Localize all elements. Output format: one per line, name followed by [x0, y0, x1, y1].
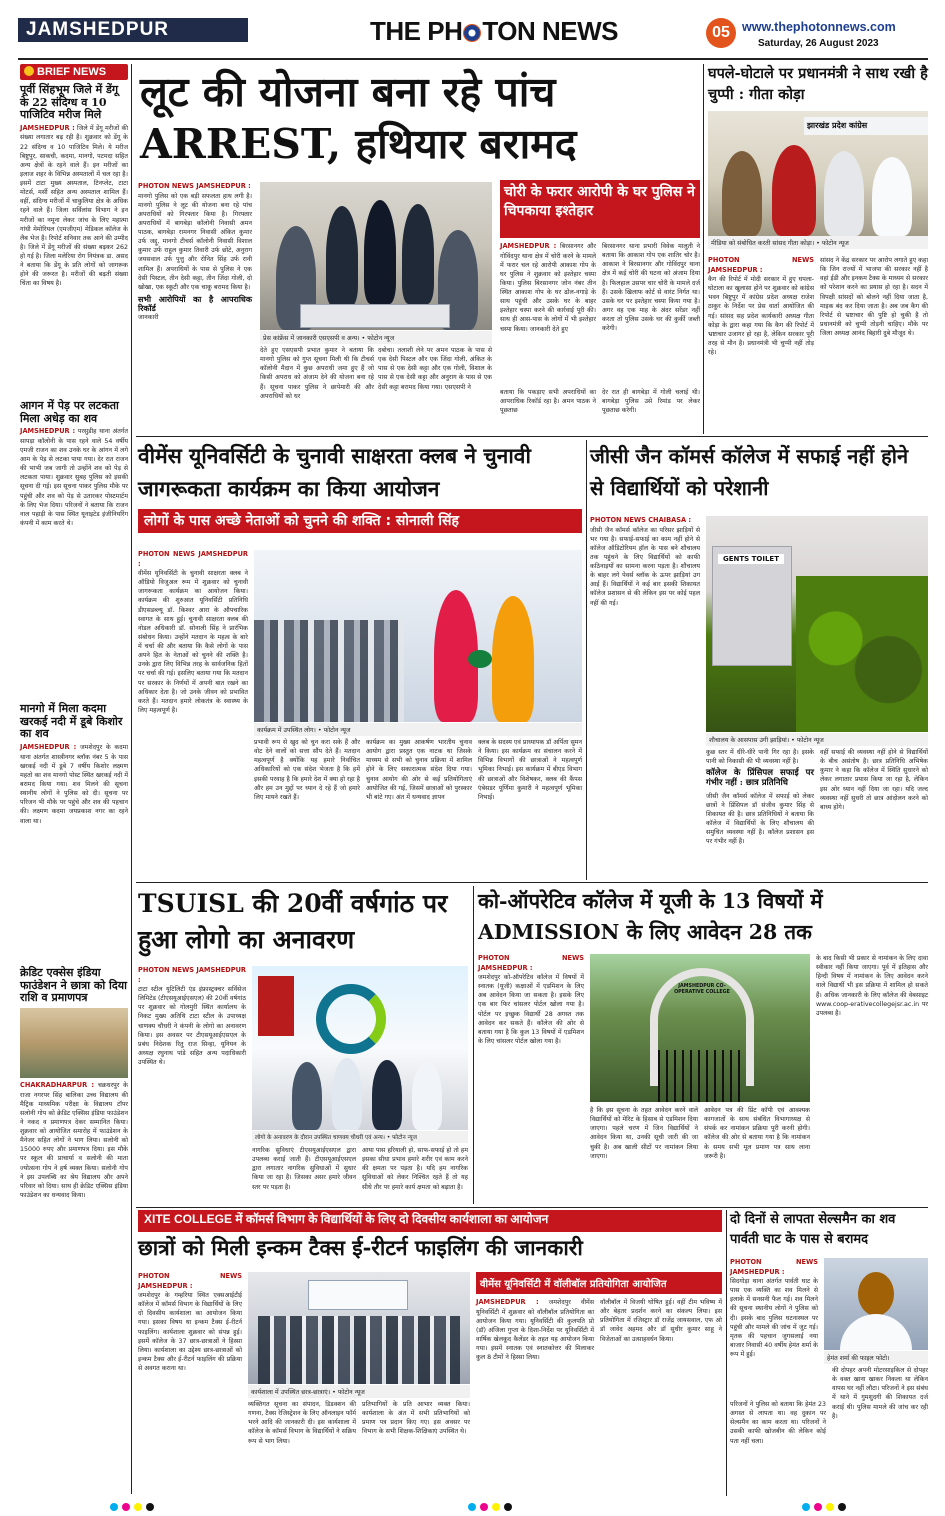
college-arch-sign: JAMSHEDPUR CO-OPERATIVE COLLEGE: [674, 984, 730, 996]
lead-story: [138, 182, 700, 415]
section-rule-2: [136, 882, 928, 883]
registration-dot: [814, 1503, 822, 1511]
sub-col1-text: बिरसानगर और गोविंदपुर थाना क्षेत्र में चोरी करने के मामले में फरार चल रहे आरोपी आकाश गोप के घर पुलिस ने शुक्रवार को इश्तेहार चस्पा किया। पुलिस बिरसानगर जोन नंबर तीन स्थित आकाश गोप के घर ढोल-नगाड़े के साथ पहुंची और उसके घर के बाहर इश्तेहार चस्पा करने की कार्रवाई पूरी की। साथ ही आस-पास के लोगों में भी इश्तेहार चस्पा किया। जानकारी देते हुए: [500, 243, 596, 333]
paper-name-head: THE PH: [370, 16, 463, 46]
registration-dot: [480, 1503, 488, 1511]
anniversary-logo-20: [316, 984, 386, 1054]
lead-col1-text: मानगो पुलिस को एक बड़ी सफलता हाथ लगी है। मानगो पुलिस ने लूट की योजना बना रहे पांच अपराधियों को गिरफ्तार किया है। गिरफ्तार अपराधियों में बागबेड़ा कॉलोनी निवासी अमन पाठक, बागबेड़ा रामनगर निवासी अंकित कुमार उर्फ जद्दू, मानगो टीचर्स कॉलोनी निवासी विशाल कुमार उर्फ राहुल कुमार तिवारी उर्फ छोटे, अनुराग जयसवाल उर्फ पुत्तु और रोनित सिंह उर्फ रानी शामिल हैं। अपराधियों के पास से पुलिस ने एक देसी पिस्टल, तीन देसी कट्टा, तीन जिंदा गोली, दो खोखा, एक स्कूटी और एक चाकू बरामद किया है।: [138, 192, 252, 291]
brief-badge: [20, 64, 128, 80]
speaker-figure: [772, 145, 816, 236]
coop-col2: है कि इस सूचना के तहत आवेदन करने वाले विद्यार्थियों को मेरिट के हिसाब से एडमिशन दिया जाएगा। पहले चरण में जिन विद्यार्थियों ने आवेदन किया था, उनकी सूची जारी की जा चुकी है। अब खाली सीटों पर नामांकन लिया जाएगा।: [590, 1107, 698, 1160]
registration-dot: [802, 1503, 810, 1511]
coop-byline: PHOTON NEWS JAMSHEDPUR :: [478, 954, 584, 972]
gcjain-col1: [590, 516, 700, 878]
xite-col1-text: जमशेदपुर के गम्हरिया स्थित एक्सआईटीई कॉलेज में कॉमर्स विभाग के विद्यार्थियों के लिए दो दिवसीय कार्यशाला का आयोजन किया गया। इसका विषय था इन्कम टैक्स ई-रीटर्न फाइलिंग। कार्यशाला शुक्रवार को संपन्न हुई। इसमें कॉलेज के 37 छात्र-छात्राओं ने हिस्सा लिया। कार्यशाला का उद्देश्य छात्र-छात्राओं को इन्कम टैक्स और ई-रीटर्न फाइलिंग की प्रक्रिया से अवगत कराना था।: [138, 1292, 242, 1373]
edition-label: JAMSHEDPUR: [18, 18, 248, 42]
gita-col1: [708, 256, 814, 432]
lead-tail-1: बताया कि पकड़ाए सभी अपराधियों का आपराधिक रिकॉर्ड रहा है। अमन पाठक ने पूछताछ: [500, 389, 596, 415]
gita-col2: सांसद ने केंद्र सरकार पर आरोप लगाते हुए कहा कि जिन राज्यों में भाजपा की सरकार नहीं है वहां ईडी और इनकम टैक्स के माध्यम से सरकार को परेशान करने का प्रयास हो रहा है। सदन में विपक्षी सांसदों को बोलने नहीं दिया जाता है, माइक बंद कर दिया जाता है। अब जब कैग की रिपोर्ट से भ्रष्टाचार की पुष्टि हो चुकी है तो प्रधानमंत्री को चुप्पी तोड़नी चाहिए। मौके पर जिला अध्यक्ष आनंद बिहारी दुबे मौजूद थे।: [820, 257, 928, 337]
womens-byline: PHOTON NEWS JAMSHEDPUR :: [138, 550, 248, 568]
lead-col1: [138, 182, 252, 410]
brief-column: [20, 64, 128, 1494]
lead-photo-caption: प्रेस कांफ्रेंस में जानकारी एसएसपी व अन्य। • फोटोन न्यूज: [260, 331, 492, 344]
salesman-story: [730, 1210, 928, 1496]
tsuisl-col2: नागरिक सुविधाएं टीएसयूआईएसएल द्वारा उपलब्ध कराई जाती हैं। टीएसयूआईएसएल द्वारा लगातार नागरिक सुविधाओं में सुधार किया जा रहा है। जिसका असर हमारे जीवन स्तर पर पड़ता है।: [252, 1147, 356, 1191]
brief-badge-label: BRIEF NEWS: [37, 66, 107, 78]
tsuisl-story: [138, 886, 468, 1204]
womens-headline: वीमेंस यूनिवर्सिटी के चुनावी साक्षरता क्लब ने चुनावी जागरूकता कार्यक्रम का किया आयोजन: [138, 443, 531, 501]
sub-col1: [500, 242, 596, 415]
toilet-sign: GENTS TOILET: [718, 554, 784, 564]
plant-gift: [468, 650, 492, 668]
portrait-head: [858, 1272, 894, 1316]
coop-story: [478, 886, 928, 1204]
lead-sub-headline: चोरी के फरार आरोपी के घर पुलिस ने चिपकाया इश्तेहार: [500, 180, 700, 238]
audience-rows: [254, 620, 404, 722]
brief-3-byline: JAMSHEDPUR :: [20, 743, 77, 752]
womens-col1-text: वीमेंस यूनिवर्सिटी के चुनावी साक्षरता क्लब ने ऑडियो विजुअल रूम में शुक्रवार को चुनावी जागरूकता कार्यक्रम का आयोजन किया। कार्यक्रम की शुरुआत यूनिवर्सिटी प्रतिनिधि डीएसडब्ल्यू डॉ. किश्वर आरा के औपचारिक स्वागत के साथ हुई। चुनावी साक्षरता क्लब की नोडल अधिकारी डॉ. सोनाली सिंह ने प्रारंभिक संबोधन किया। उन्होंने मतदान के महत्व के बारे में चर्चा की और बताया कि कैसे लोगों के पास अपने हित के नेताओं को चुनने की शक्ति है।: [138, 570, 248, 660]
tsuisl-col1: [138, 966, 246, 1202]
college-gate: [658, 1050, 746, 1102]
gita-photo: [708, 111, 928, 236]
brief-2-text: परसुडीह थाना अंतर्गत सापड़ा कॉलोनी के पास रहने वाले 54 वर्षीय एमजी राजन का शव उनके घर के आंगन में लगे आम के पेड़ से लटका पाया गया। देर रात राजन की भाभी जब जागी तो उन्होंने शव को पेड़ से लटकता पाया। शुक्रवार सुबह पुलिस को इसकी सूचना दी गई। इस सूचना पाकर पुलिस मौके पर पहुंची और शव को पेड़ से उतारकर पोस्टमार्टम के लिए भेज दिया। परिजनों ने बताया कि राजन नाल पहाड़ी के पास स्थित यूनाइटेड इंजीनियरिंग कंपनी में काम करते थे।: [20, 428, 128, 527]
tsuisl-vertical-divider: [473, 886, 474, 1204]
lead-col2: देते हुए एसएसपी प्रभात कुमार ने बताया कि मानगो पुलिस को गुप्त सूचना मिली थी कि टीचर्स कॉलोनी मैदान में कुछ अपराधी जमा हुए हैं जो किसी अपराध को अंजाम देने की योजना बना रहे हैं। सूचना पाकर पुलिस ने छापेमारी की और अपराधियों को धर: [260, 347, 374, 400]
womens-col2: प्रभावी रूप से खुद को चुन करा सके हैं और वोट देने वालों को सत्ता सौंप देते हैं। मतदान महत्वपूर्ण है क्योंकि यह हमारे निर्वाचित अधिकारियों को एक संदेश भेजता है कि हमें इसकी परवाह है कि हमारे देश में क्या हो रहा है और हम उन मुद्दों पर ध्यान दे रहे हैं जो हमारे लिए मायने रखते हैं।: [254, 739, 360, 801]
lead-photo: [260, 182, 492, 330]
womens-col4: क्लब के सदस्य एवं प्राध्यापक डॉ अर्पिता सुमन ने किया। इस कार्यक्रम का संचालन करने में विभिन्न विभागों की छात्राओं ने महत्वपूर्ण भूमिका निभाई। इस कार्यक्रम में बीएड विभाग की छात्राओं और विशेषकर, क्लब की कैंपस एंबेसडर पूर्णिमा कुमारी ने महत्वपूर्ण भूमिका निभाई।: [478, 739, 582, 801]
xite-photo-caption: कार्यशाला में उपस्थित छात्र-छात्राएं। • फोटोन न्यूज: [248, 1385, 470, 1398]
registration-dot: [146, 1503, 154, 1511]
salesman-headline: दो दिनों से लापता सेल्समैन का शव पार्वती घाट के पास से बरामद: [730, 1212, 896, 1247]
registration-dot: [504, 1503, 512, 1511]
coop-headline: को-ऑपरेटिव कॉलेज में यूजी के 13 विषयों में ADMISSION के लिए आवेदन 28 तक: [478, 889, 823, 944]
salesman-photo-caption: हेमंत शर्मा की फाइल फोटो।: [824, 1351, 928, 1364]
brief-3-title: मानगो में मिला कदमा खरकई नदी में डूबे किशोर का शव: [20, 702, 123, 741]
salesman-col1-text: सिदगोड़ा थाना अंतर्गत पार्वती घाट के पास एक व्यक्ति का शव मिलने से इलाके में सनसनी फैल गई। शव मिलने की सूचना स्थानीय लोगों ने पुलिस को दी। इसके बाद पुलिस घटनास्थल पर पहुंची और मामले की जांच में जुट गई। मृतक की पहचान जुगसलाई नया बाजार निवासी 40 वर्षीय हेमंत शर्मा के रूप में हुई।: [730, 1278, 818, 1359]
brief-1-title: पूर्वी सिंहभूम जिले में डेंगू के 22 संदिग्ध व 10 पाजिटिव मरीज मिले: [20, 83, 119, 122]
registration-dot: [122, 1503, 130, 1511]
brief-4-byline: CHAKRADHARPUR :: [20, 1081, 94, 1090]
womens-col1: [138, 550, 248, 878]
gcjain-col2-text: कुछ स्तर में धीरे-धीरे पानी गिर रहा है। इसके पानी को निकासी की भी व्यवस्था नहीं है।: [706, 749, 814, 766]
salesman-col2: परिजनों ने पुलिस को बताया कि हेमंत 23 अगस्त से लापता था। वह दुकान पर सेल्समैन का काम करता था। परिजनों ने उसकी काफी खोजबीन की लेकिन कोई पता नहीं चला।: [730, 1401, 826, 1445]
brief-2-byline: JAMSHEDPUR :: [20, 427, 76, 436]
brief-2-title: आगन में पेड़ पर लटकता मिला अधेड़ का शव: [20, 398, 119, 425]
volley-band: वीमेंस यूनिवर्सिटी में वॉलीबॉल प्रतियोगिता आयोजित: [476, 1272, 722, 1294]
coop-col4: के बाद किसी भी प्रकार से नामांकन के लिए दावा स्वीकार नहीं किया जाएगा। पूर्व में इतिहास और हिन्दी विषय में नामांकन के लिए आवेदन करने वाले विद्यार्थी भी इस प्रक्रिया में शामिल हो सकते हैं। अधिक जानकारी के लिए कॉलेज की वेबसाइट www.coop-erativecollegejsr.ac.in पर उपलब्ध है।: [816, 955, 928, 1017]
volley-col2: वॉलीबॉल में विजयी घोषित हुई। वहीं टीम भविष्य में और बेहतर प्रदर्शन करने का संकल्प लिया। इस प्रतियोगिता में रजिस्ट्रार डॉ राजेंद्र जायसवाल, एफ ओ डॉ जावेद अहमद और डॉ सुधीर कुमार साहू ने विजेताओं का उत्साहवर्धन किया।: [600, 1299, 722, 1343]
dignitary-figure: [372, 1060, 402, 1130]
xite-story: [138, 1210, 722, 1496]
xite-photo: [248, 1272, 470, 1384]
tsuisl-photo: [252, 966, 468, 1130]
dignitary-figure: [292, 1062, 322, 1130]
womens-photo-caption: कार्यक्रम में उपस्थित लोग। • फोटोन न्यूज: [254, 723, 582, 736]
edition-date: Saturday, 26 August 2023: [758, 38, 879, 49]
gcjain-story: [590, 440, 928, 880]
lead-vertical-divider: [703, 64, 704, 434]
salesman-col3: की दोपहर अपनी मोटरसाइकिल से दोपहर के वक्त खाना खाकर निकला था लेकिन वापस घर नहीं लौटा। परिजनों ने इस संबंध में थाने में गुमशुदगी की शिकायत दर्ज कराई थी। पुलिस मामले की जांच कर रही है।: [832, 1367, 928, 1420]
xite-col2: व्यक्तिगत सूचना का संपादन, डिडक्शन की गणना, टैक्स रेजिस्ट्रेशन के लिए ऑनलाइन फॉर्म भरने आदि की जानकारी दी। इस कार्यशाला में कॉलेज के कॉमर्स विभाग के विद्यार्थियों ने सक्रिय रूप से भाग लिया।: [248, 1401, 356, 1445]
xite-col3: प्रतिभागियों के प्रति आभार व्यक्त किया। कार्यशाला के अंत में सभी प्रतिभागियों को प्रमाण पत्र प्रदान किए गए। इस अवसर पर विभाग के सभी शिक्षक-शिक्षिकाएं उपस्थित थे।: [362, 1401, 470, 1436]
brief-3-text: जमशेदपुर के कदमा थाना अंतर्गत शास्त्रीनगर ब्लॉक नंबर 5 के पास खरकई नदी में डूबे 7 वर्षीय किशोर लक्ष्मण महतो का शव मानगो पोस्ट स्थित खरकई नदी में बरामद किया गया। शव मिलने की सूचना स्थानीय लोगों ने पुलिस को दी। सूचना पर परिजन भी मौके पर पहुंचे और शव की पहचान की। लक्ष्मण कदमा जयप्रकाश नगर का रहने वाला था।: [20, 744, 128, 825]
lead-tail-2: देर रात ही बागबेड़ा में गोली चलाई थी। बागबेड़ा पुलिस उसे रिमांड पर लेकर पूछताछ करेगी।: [602, 389, 700, 415]
brief-divider: [131, 64, 132, 1494]
xite-vertical-divider: [726, 1210, 727, 1496]
brief-2-body: [20, 427, 128, 699]
coop-col3: आवेदन पत्र की प्रिंट कॉपी एवं आवश्यक कागजातों के साथ संबंधित विभागाध्यक्ष से संपर्क कर नामांकन प्रक्रिया पूरी करनी होगी। कॉलेज की ओर से बताया गया है कि नामांकन के समय सभी मूल प्रमाण पत्र साथ लाना जरूरी है।: [704, 1107, 810, 1160]
speaker-figure: [872, 157, 912, 236]
brief-4-body: [20, 1081, 128, 1381]
dignitary-figure: [332, 1058, 362, 1130]
photon-logo-icon: [463, 24, 481, 42]
womens-story: [138, 440, 582, 880]
gita-photo-caption: मीडिया को संबोधित करती सांसद गीता कोड़ा। • फोटोन न्यूज: [708, 236, 928, 249]
xite-byline: PHOTON NEWS JAMSHEDPUR :: [138, 1272, 242, 1290]
masthead-rule: [18, 58, 928, 60]
brief-3-body: [20, 743, 128, 963]
section-rule-1: [136, 436, 928, 437]
banner-board: [308, 1280, 408, 1310]
tsuisl-col1-text: टाटा स्टील यूटिलिटी एंड इंफ्रास्ट्रक्चर सर्विसेज लिमिटेड (टीएसयूआईएसएल) की 20वीं वर्षगांठ पर शुक्रवार को गोलमुरी स्थित कार्यालय के निकट मुख्य अतिथि टाटा स्टील के उपाध्यक्ष चाणक्य चौधरी ने कंपनी के लोगो का अनावरण किया। इस अवसर पर टीएसयूआईएसएल के प्रबंध निदेशक रितु राज सिन्हा, यूनियन के अध्यक्ष रघुनाथ पांडे सहित अन्य पदाधिकारी उपस्थित थे।: [138, 986, 246, 1067]
site-url[interactable]: www.thephotonnews.com: [742, 20, 896, 34]
page-number-badge: 05: [706, 18, 736, 48]
arrested-person-figure: [326, 206, 358, 306]
tsuisl-photo-caption: लोगो के अनावरण के दौरान उपस्थित चाणक्य चौधरी एवं अन्य। • फोटोन न्यूज: [252, 1131, 468, 1143]
gcjain-col2: [706, 748, 814, 878]
brief-4-title: क्रेडिट एक्सेस इंडिया फाउंडेशन ने छात्रा को दिया राशि व प्रमाणपत्र: [20, 966, 127, 1005]
paper-name-tail: TON NEWS: [482, 16, 618, 46]
gita-byline: PHOTON NEWS JAMSHEDPUR :: [708, 256, 814, 274]
gcjain-col3: वहीं सफाई की व्यवस्था नहीं होने से विद्यार्थियों के बीच असंतोष है। छात्र प्रतिनिधि अभिषेक कुमार ने कहा कि कॉलेज में स्थिति सुधारने को लेकर लगातार प्रयास किया जा रहा है, लेकिन इस ओर ध्यान नहीं दिया जा रहा। यदि जल्द व्यवस्था नहीं सुधरी तो छात्र आंदोलन करने को बाध्य होंगे।: [820, 749, 928, 811]
volley-byline: JAMSHEDPUR :: [476, 1298, 539, 1306]
coop-col1: [478, 954, 584, 1202]
gcjain-byline: PHOTON NEWS CHAIBASA :: [590, 516, 692, 524]
sub-col2: बिरसानगर थाना प्रभारी विवेक मालुती ने बताया कि आकाश गोप एक शातिर चोर है। आकाश ने बिरसानगर और गोविंदपुर थाना क्षेत्र में कई चोरी की घटना को अंजाम दिया है। फिलहाल उसपर चार चोरी के मामले दर्ज हैं। उसके खिलाफ कोर्ट से वारंट निर्गत था। उसके घर पर इश्तेहार चस्पा किया गया है। अगर वह एक माह के अंदर सरेंडर नहीं करता तो पुलिस उसके घर की कुर्की जब्ती करेगी।: [602, 243, 700, 333]
lead-headline: लूट की योजना बना रहे पांच ARREST, हथियार बरामद: [140, 68, 577, 169]
registration-dot: [468, 1503, 476, 1511]
gita-story: [708, 64, 928, 432]
gcjain-col1-text: जीसी जैन कॉमर्स कॉलेज का परिसर झाड़ियों से भर गया है। सफाई-सफाई का काम नहीं होने से कॉलेज ऑडिटोरियम हॉल के पास बने शौचालय तक पहुंचने के लिए विद्यार्थियों को काफी कठिनाइयों का सामना करना पड़ता है। शौचालय के बाहर लगे पेवर्स ब्लॉक के ऊपर झाड़ियां उग आई हैं। विद्यार्थियों ने कई बार इसकी शिकायत कॉलेज प्रशासन से की लेकिन इस पर कोई पहल नहीं की गई।: [590, 526, 700, 607]
arrested-person-figure: [364, 200, 396, 304]
brief-4-photo: [20, 1008, 128, 1078]
speaker-figure: [722, 151, 762, 236]
brief-1-text: जिले में डेंगू मरीजों की संख्या लगातार बढ़ रही है। शुक्रवार को डेंगू के 22 संदिग्ध व 10 पाजिटिव मिले। ये मरीज बिष्टुपुर, साकची, कदमा, मानगो, पटमदा सहित अन्य क्षेत्रों के रहने वाले हैं। इन मरीजों का इलाज शहर के विभिन्न अस्पतालों में चल रहा है। इसमें टाटा मुख्य अस्पताल, टिनप्लेट, टाटा मोटर्स, मर्सी सहित अन्य अस्पताल शामिल हैं। वहीं, संदिग्ध मरीजों में चाकुलिया क्षेत्र के अधिक रहने वाले हैं। जिला सर्विलांस विभाग ने इन मरीजों का नमूना लेकर जांच के लिए महात्मा गांधी मेमोरियल (एमजीएम) मेडिकल कॉलेज के लैब भेज है। रिपोर्ट शनिवार तक आने की उम्मीद है। जिले में डेंगू मरीजों की संख्या बढ़कर 262 हो गई है। जिला मलेरिया रोग नियंत्रक डा. असद ने बताया कि डेंगू के प्रति लोगों को जागरूक होने की जरूरत है। मरीजों की बढ़ती संख्या चिंता का विषय है।: [20, 124, 128, 288]
tsuisl-byline: PHOTON NEWS JAMSHEDPUR :: [138, 966, 246, 984]
congress-banner: झारखंड प्रदेश कांग्रेस: [804, 117, 928, 135]
registration-dot: [134, 1503, 142, 1511]
lead-col1-tail: जानकारी: [138, 314, 159, 322]
masthead: [18, 14, 928, 60]
brief-4-text: चक्रधरपुर के राजा नगरपर सिंह बालिका उच्च विद्यालय की मैट्रिक माध्यमिक परीक्षा के विद्यालय टॉपर सलोनी गोप को क्रेडिट एक्सिस इंडिया फाउंडेशन ने नकद व प्रमाणपत्र देकर सम्मानित किया। शुक्रवार को आयोजित समारोह में फाउंडेशन के मैनेजर सहित लोगों ने भाग लिया। सलोनी को 15000 रुपए और प्रमाणपत्र दिया। इस मौके पर स्कूल की प्राचार्या व सलोनी की माता ज्योत्सना गोप ने हर्ष व्यक्त किया। सलोनी गोप ने इस उपलब्धि का श्रेय विद्यालय और अपने परिवार को दिया। साथ ही क्रेडिट एक्सिस इंडिया फाउंडेशन का धन्यवाद किया।: [20, 1082, 128, 1199]
womens-vertical-divider: [586, 440, 587, 880]
coop-col1-text: जमशेदपुर को-ऑपरेटिव कॉलेज में विषयों में स्नातक (यूजी) कक्षाओं में एडमिशन के लिए अब आवेदन किया जा सकता है। इसके लिए एक बार फिर चांसलर पोर्टल खोला गया है। पोर्टल पर इच्छुक विद्यार्थी 28 अगस्त तक आवेदन कर सकते हैं। कॉलेज की ओर से बताया गया है कि कुल 13 विषयों में एडमिशन के लिए चांसलर पोर्टल खोला गया है।: [478, 974, 584, 1045]
salesman-byline: PHOTON NEWS JAMSHEDPUR :: [730, 1258, 818, 1276]
dignitary-figure: [412, 1062, 442, 1130]
womens-photo: [254, 550, 582, 722]
xite-headline: छात्रों को मिली इन्कम टैक्स ई-रीटर्न फाइलिंग की जानकारी: [138, 1235, 583, 1260]
volley-col1: [476, 1298, 594, 1494]
print-registration-bar: [110, 1502, 850, 1512]
gcjain-headline: जीसी जैन कॉमर्स कॉलेज में सफाई नहीं होने से विद्यार्थियों को परेशानी: [590, 444, 909, 500]
toilet-wall: [712, 546, 792, 666]
brief-1-body: [20, 124, 128, 396]
lead-byline: PHOTON NEWS JAMSHEDPUR :: [138, 182, 251, 190]
lead-subhead: सभी आरोपियों का है आपराधिक रिकॉर्ड: [138, 293, 252, 314]
womens-subband: लोगों के पास अच्छे नेताओं को चुनने की शक्ति : सोनाली सिंह: [138, 509, 582, 533]
xite-band: XITE COLLEGE में कॉमर्स विभाग के विद्यार्थियों के लिए दो दिवसीय कार्यशाला का आयोजन: [138, 1210, 722, 1232]
womens-col1b-text: उनके द्वारा लिए विभिन्न तरह के सार्वजनिक हितों पर चर्चा की गई। इसलिए बताया गया कि मतदान पर सरकार के निर्णयों में अपनी बात रखने का अधिकार देता है। जो उनके जीवन को प्रभावित करते हैं। मतदान हमारे लोकतंत्र के स्वास्थ्य के लिए महत्वपूर्ण है।: [138, 661, 248, 714]
womens-col3: कार्यक्रम का मुख्य आकर्षण भारतीय चुनाव आयोग द्वारा प्रस्तुत एक नाटक था जिसके माध्यम से सभी को चुनाव प्रक्रिया में शामिल होने के लिए सकारात्मक संदेश दिया गया। चुनाव आयोग की ओर से कई प्रतियोगिताएं आयोजित की गई, जिसमें छात्राओं को पुरस्कार भी बांटे गए। अंत में धन्यवाद ज्ञापन: [366, 739, 472, 801]
tsuisl-headline: TSUISL की 20वीं वर्षगांठ पर हुआ लोगो का अनावरण: [138, 889, 448, 955]
registration-dot: [826, 1503, 834, 1511]
gita-headline: घपले-घोटाले पर प्रधानमंत्री ने साथ रखी है चुप्पी : गीता कोड़ा: [708, 65, 928, 103]
speaker-figure: [824, 151, 864, 236]
students-group: [258, 1316, 460, 1384]
tsuisl-col3: आया पास हरियाली हो, साफ-सफाई हो तो हम इसका सीधा प्रभाव हमारे शरीर एवं काम करने की क्षमता पर पड़ता है। यदि हम नागरिक सुविधाओं को लेकर निश्चित रहते हैं तो यह सीधे तौर पर हमारे कार्य क्षमता को बढ़ाता है।: [362, 1147, 468, 1191]
volley-col1-text: जमशेदपुर वीमेंस यूनिवर्सिटी में शुक्रवार को वॉलीबॉल प्रतियोगिता का आयोजन किया गया। यूनिवर्सिटी की कुलपति प्रो (डॉ) अंजिला गुप्ता के दिशा-निर्देश पर यूनिवर्सिटी में वार्षिक खेलकूद कैलेंडर के तहत यह आयोजन किया गया। इसमें स्नातक एवं स्नातकोत्तर की मिलाकर कुल 8 टीमों ने हिस्सा लिया।: [476, 1299, 594, 1362]
gcjain-col2b-text: जीसी जैन कॉमर्स कॉलेज में सफाई को लेकर छात्रों ने प्रिंसिपल डॉ संजीव कुमार सिंह से शिकायत की है। छात्र प्रतिनिधियों ने बताया कि कॉलेज में विद्यार्थियों के लिए शौचालय की समुचित व्यवस्था नहीं है। कॉलेज प्रशासन इस पर गंभीर नहीं है।: [706, 792, 814, 846]
arrested-person-figure: [402, 204, 434, 304]
gcjain-photo: [706, 516, 928, 732]
section-rule-3: [136, 1207, 928, 1208]
salesman-col1: [730, 1258, 818, 1398]
seized-weapons-table: [300, 304, 450, 328]
brief-1-byline: JAMSHEDPUR :: [20, 123, 75, 132]
registration-dot: [110, 1503, 118, 1511]
paper-name: [370, 16, 618, 47]
registration-dot: [838, 1503, 846, 1511]
gita-col1-text: कैग की रिपोर्ट में मोदी सरकार में हुए घपला-घोटाला का खुलासा होने पर शुक्रवार को कांग्रेस भवन बिष्टुपुर में कांग्रेस प्रदेश अध्यक्ष राजेश ठाकुर के निर्देश पर प्रेस वार्ता आयोजित की गई। सांसद सह प्रदेश कार्यकारी अध्यक्ष गीता कोड़ा के द्वारा कहा गया कि कैग की रिपोर्ट में भ्रष्टाचार उजागर हो रहा है, लेकिन सरकार पूरी तरह से मौन है। प्रधानमंत्री भी चुप्पी नहीं तोड़ रहे।: [708, 276, 814, 357]
xite-col1: [138, 1272, 242, 1494]
registration-dot: [492, 1503, 500, 1511]
overgrown-bushes: [796, 576, 928, 732]
sub-byline: JAMSHEDPUR :: [500, 242, 557, 250]
salesman-photo: [824, 1258, 928, 1350]
lead-col3: दबोचा। तलाशी लेने पर अमन पाठक के पास से एक देसी पिस्टल और एक जिंदा गोली, अंकित के पास से एक देसी कट्टा और एक गोली, विशाल के पास से एक देसी कट्टा और अनुराग के पास से एक देसी कट्टा बरामद किया गया। एसएसपी ने: [378, 347, 492, 391]
portrait-shoulders: [840, 1314, 912, 1350]
red-curtain: [258, 976, 294, 1036]
coop-photo: [590, 954, 810, 1102]
presenter-figure: [492, 596, 534, 722]
gcjain-subhead: कॉलेज के प्रिंसिपल सफाई पर गंभीर नहीं : छात्र प्रतिनिधि: [706, 768, 814, 789]
gcjain-photo-caption: शौचालय के आसपास उगी झाड़ियां। • फोटोन न्यूज: [706, 733, 928, 746]
brief-logo-icon: [24, 66, 34, 76]
